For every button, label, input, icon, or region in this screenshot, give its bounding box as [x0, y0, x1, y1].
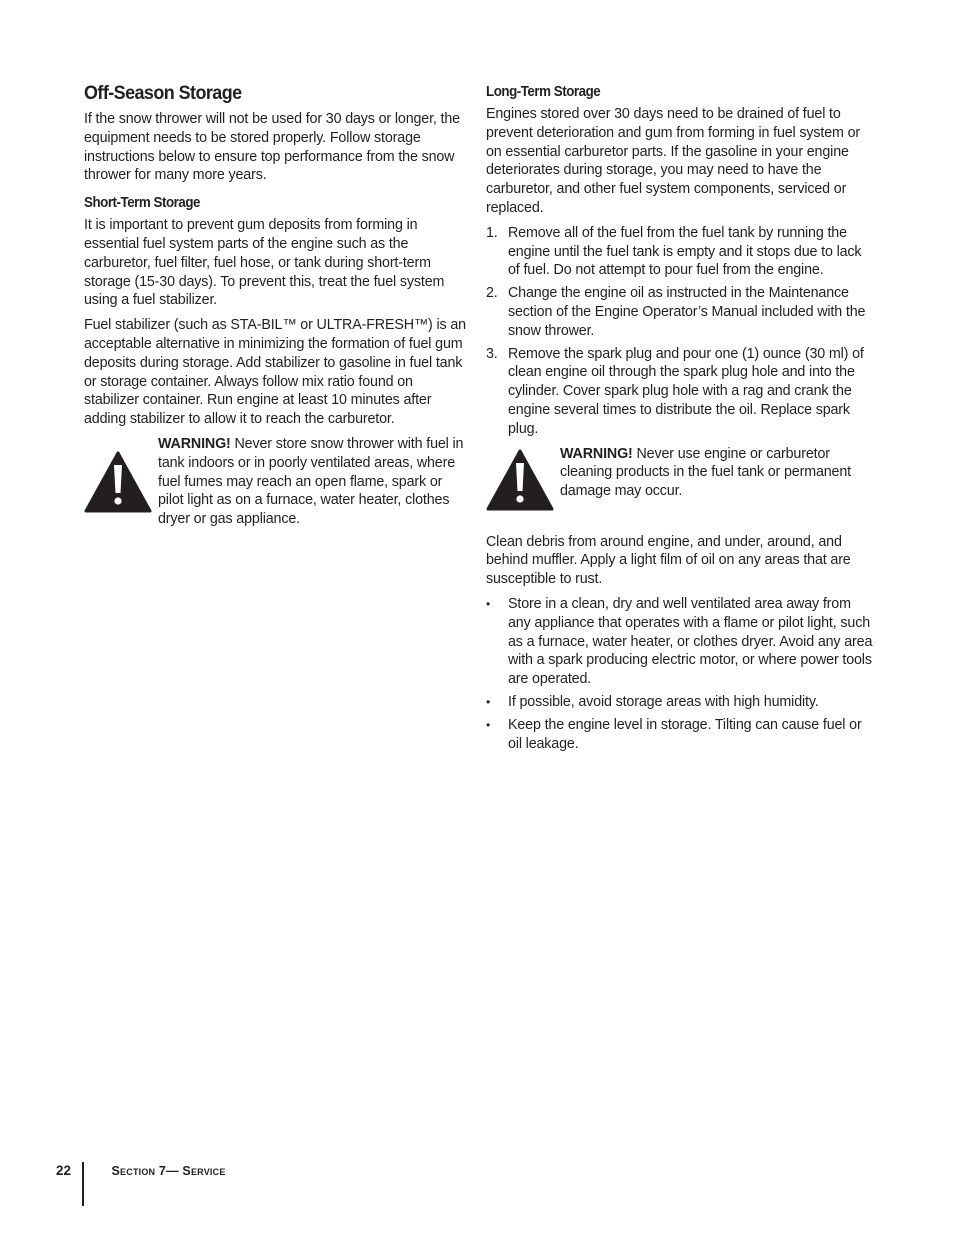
- warning-text: [560, 445, 874, 501]
- short-term-heading: Short-Term Storage: [84, 195, 201, 212]
- long-term-steps: [486, 224, 874, 439]
- clean-debris-paragraph: Clean debris from around engine, and under, around, and behind muffler. Apply a light film of oil on any areas that are susceptible to rust.: [486, 533, 851, 588]
- bullet-marker: •: [486, 596, 491, 611]
- list-item: [486, 693, 874, 712]
- section-label: Section 7— Service: [111, 1164, 226, 1178]
- list-item: [486, 345, 874, 439]
- page-title: Off-Season Storage: [84, 82, 242, 104]
- storage-bullets: [486, 595, 874, 753]
- bullet-marker: •: [486, 717, 491, 732]
- page-footer: [56, 1162, 226, 1208]
- right-column: [486, 80, 874, 759]
- warning-triangle-icon: [486, 449, 554, 511]
- long-term-heading: Long-Term Storage: [486, 84, 601, 100]
- bullet-text: If possible, avoid storage areas with high humidity.: [508, 693, 819, 710]
- step-number: 2.: [486, 285, 498, 302]
- bullet-text: Keep the engine level in storage. Tilting can cause fuel or oil leakage.: [508, 716, 862, 752]
- step-text: Change the engine oil as instructed in the Maintenance section of the Engine Operator’s Manual included with the snow thrower.: [508, 285, 866, 339]
- list-item: [486, 284, 874, 340]
- left-column: [84, 80, 470, 529]
- warning-triangle-icon: [84, 451, 152, 513]
- warning-label: WARNING!: [560, 445, 633, 462]
- footer-divider: [82, 1162, 84, 1206]
- list-item: [486, 595, 874, 689]
- fuel-storage-warning: [84, 435, 470, 529]
- step-text: Remove the spark plug and pour one (1) ounce (30 ml) of clean engine oil through the spark plug hole and into the cylinder. Cover spark plug hole with a rag and crank the engine several times to distribute the oil. Replace spark plug.: [508, 345, 864, 437]
- warning-text: [158, 435, 470, 529]
- warning-body: Never store snow thrower with fuel in tank indoors or in poorly ventilated areas, where fuel fumes may reach an open flame, spark or pilot light as on a furnace, water heater, clothes dryer or gas appliance.: [158, 435, 464, 528]
- long-term-intro: Engines stored over 30 days need to be drained of fuel to prevent deterioration and gum from forming in fuel system or on essential carburetor parts. If the gasoline in your engine deteriorates during storage, you may need to have the carburetor, and other fuel system components, serviced or replaced.: [486, 106, 861, 216]
- page-number: 22: [56, 1163, 72, 1178]
- short-term-paragraph-1: It is important to prevent gum deposits from forming in essential fuel system parts of the engine such as the carburetor, fuel filter, fuel hose, or tank during short-term storage (15-30 days). To prevent this, treat the fuel system using a fuel stabilizer.: [84, 217, 445, 309]
- list-item: [486, 716, 874, 754]
- list-item: [486, 224, 874, 280]
- step-text: Remove all of the fuel from the fuel tank by running the engine until the fuel tank is empty and it stops due to lack of fuel. Do not attempt to pour fuel from the engine.: [508, 224, 862, 279]
- bullet-marker: •: [486, 694, 491, 709]
- short-term-paragraph-2: Fuel stabilizer (such as STA-BIL™ or ULTRA-FRESH™) is an acceptable alternative in minimizing the formation of fuel gum deposits during storage. Add stabilizer to gasoline in fuel tank or storage container. Always follow mix ratio found on stabilizer container. Run engine at least 10 minutes after adding stabilizer to allow it to reach the carburetor.: [84, 317, 466, 428]
- warning-body: Never use engine or carburetor cleaning products in the fuel tank or permanent damage may occur.: [560, 445, 851, 500]
- intro-paragraph: If the snow thrower will not be used for 30 days or longer, the equipment needs to be stored properly. Follow storage instructions below to ensure top performance from the snow thrower for many more years.: [84, 111, 460, 184]
- warning-label: WARNING!: [158, 435, 231, 452]
- cleaning-products-warning: [486, 445, 874, 511]
- step-number: 3.: [486, 345, 498, 362]
- step-number: 1.: [486, 224, 498, 241]
- bullet-text: Store in a clean, dry and well ventilated area away from any appliance that operates with a flame or pilot light, such as a furnace, water heater, or clothes dryer. Avoid any area with a spark producing electric motor, or where power tools are operated.: [508, 595, 873, 688]
